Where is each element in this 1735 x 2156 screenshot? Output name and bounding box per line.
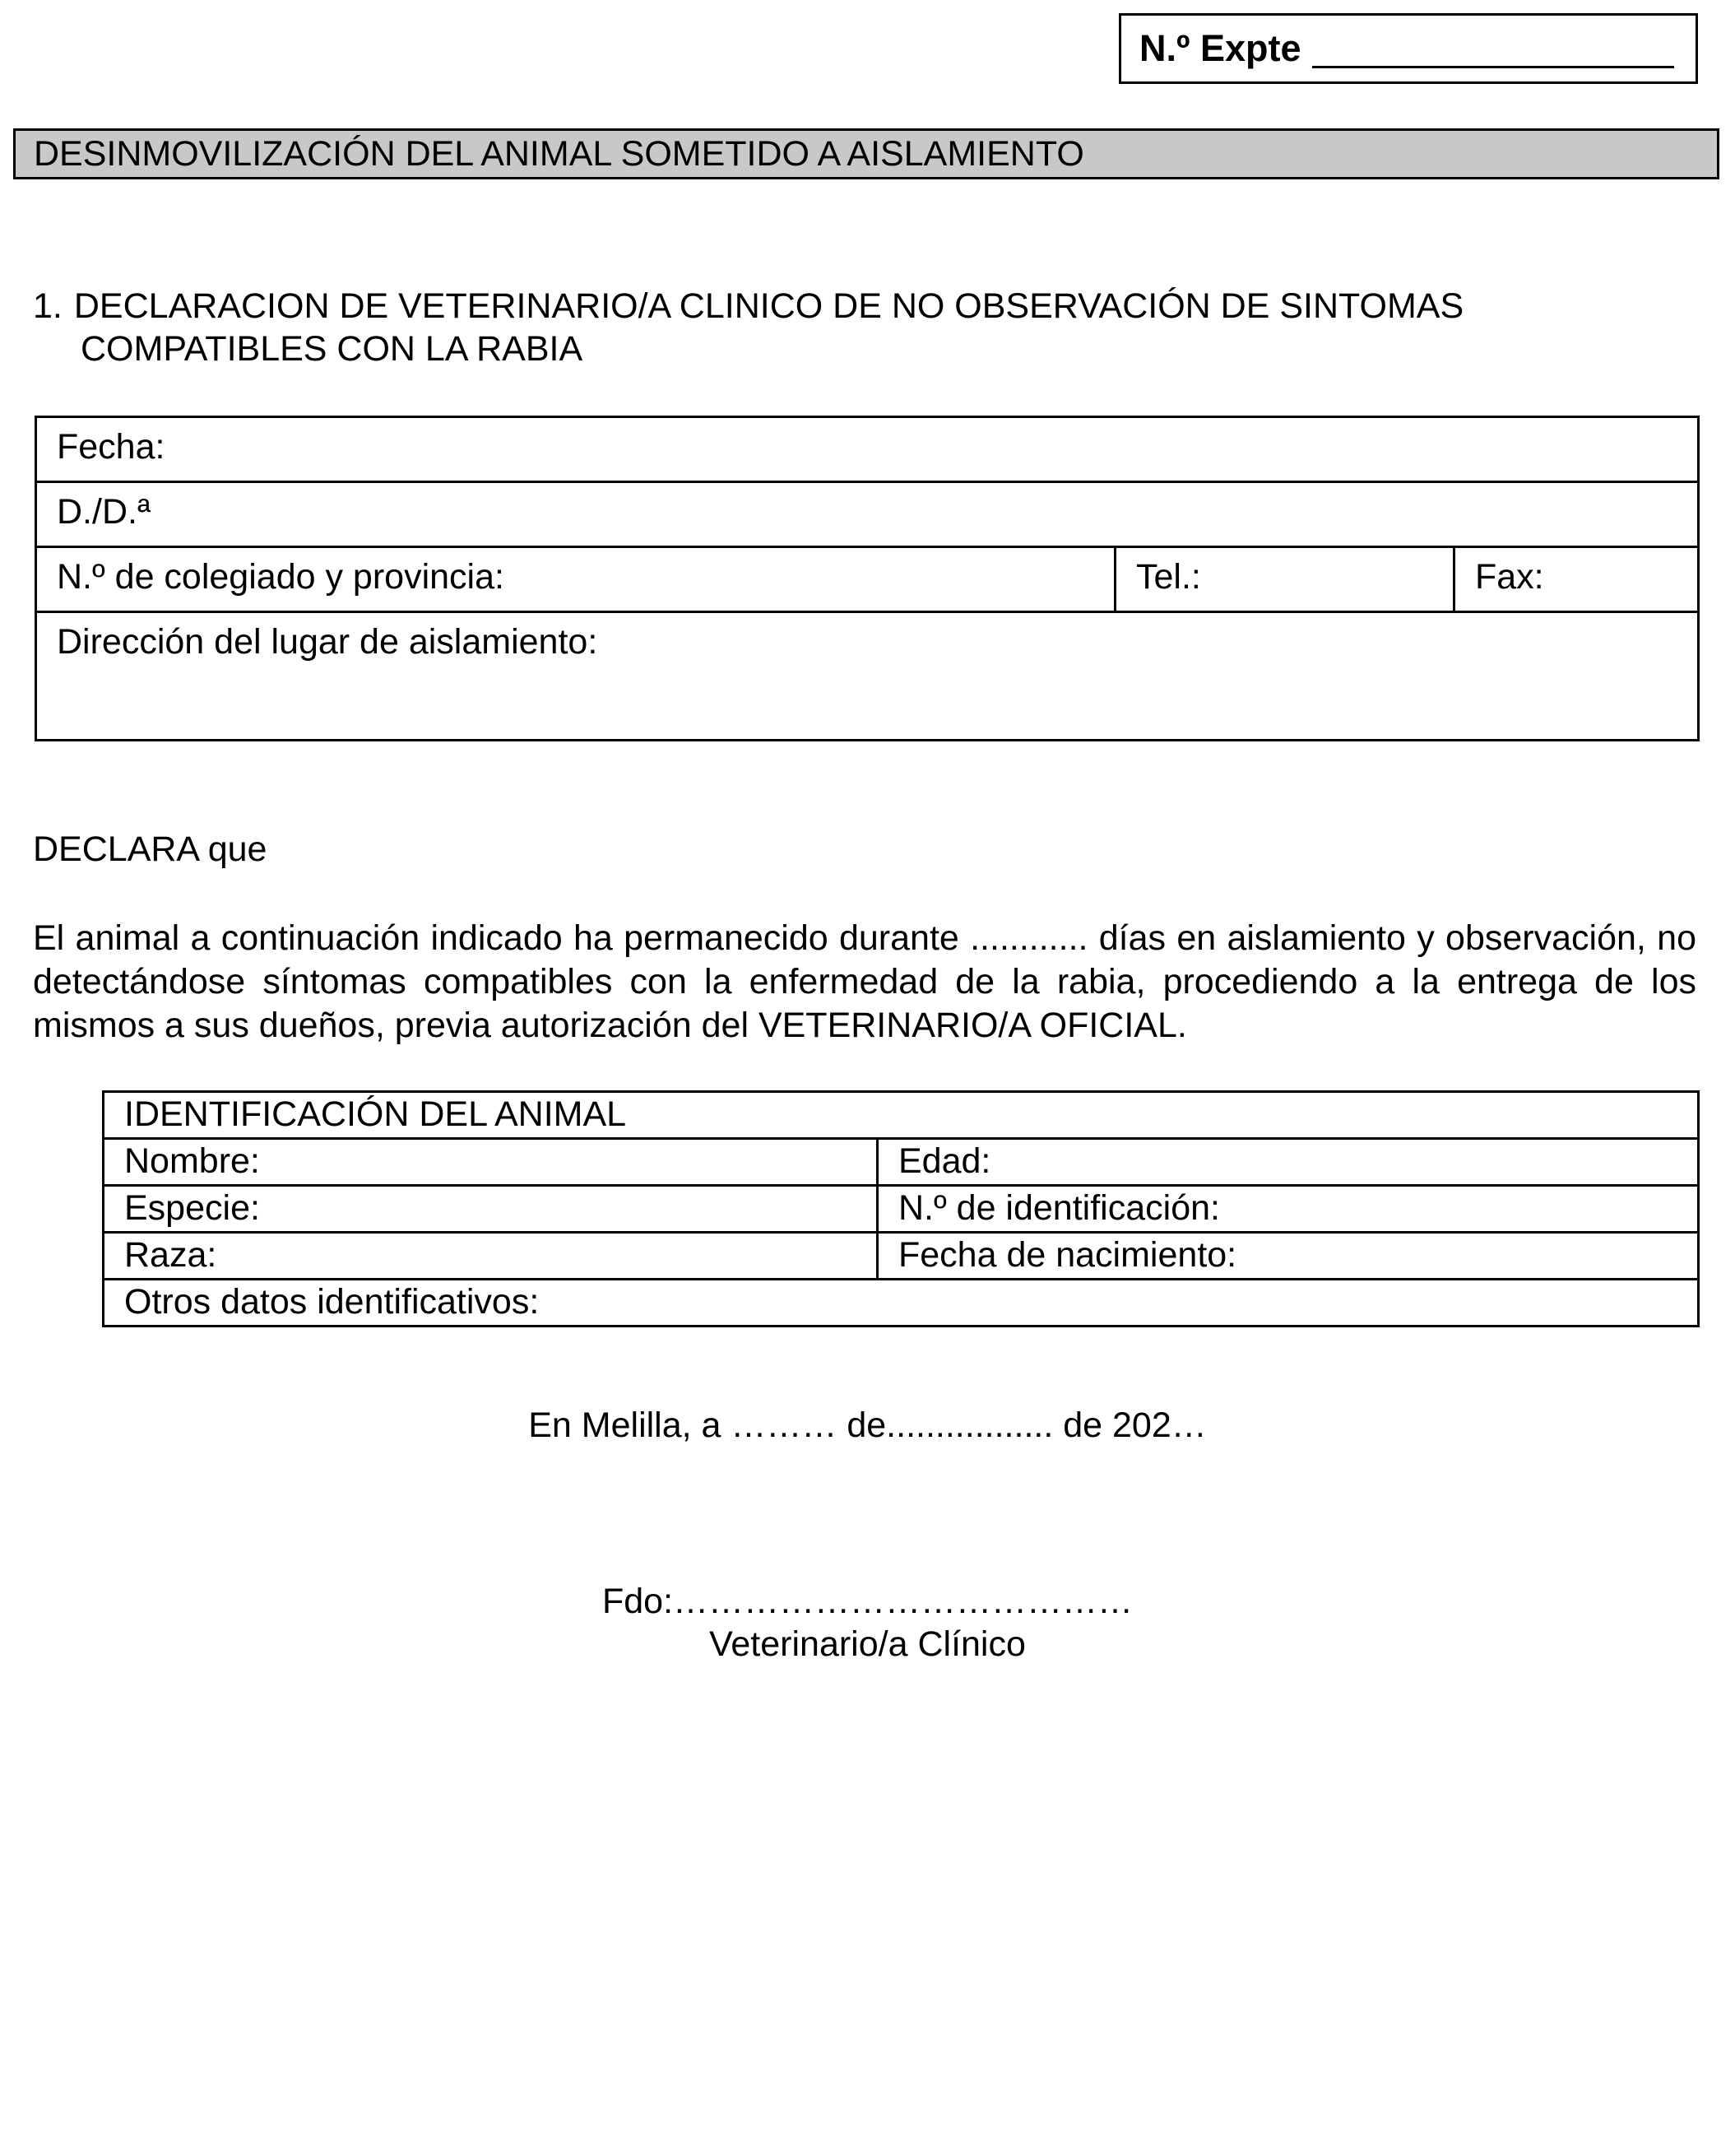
fecha-field[interactable]: Fecha: bbox=[36, 417, 1699, 482]
animal-species-field[interactable]: Especie: bbox=[104, 1186, 878, 1233]
form-title-banner: DESINMOVILIZACIÓN DEL ANIMAL SOMETIDO A AISLAMIENTO bbox=[13, 128, 1719, 179]
tel-field[interactable]: Tel.: bbox=[1116, 547, 1454, 612]
animal-birthdate-field[interactable]: Fecha de nacimiento: bbox=[878, 1233, 1699, 1280]
declaration-paragraph: El animal a continuación indicado ha permanecido durante ............ días en aislamiento y observación, no detectándose síntomas compatibles con la enfermedad de la rabia, procediendo a la entrega de los mismos a sus dueños, previa autorización del VETERINARIO/A OFICIAL. bbox=[33, 918, 1696, 1045]
animal-age-field[interactable]: Edad: bbox=[878, 1139, 1699, 1186]
expediente-box bbox=[1119, 13, 1698, 84]
animal-name-field[interactable]: Nombre: bbox=[104, 1139, 878, 1186]
section-title bbox=[33, 285, 1621, 370]
vet-name-field[interactable]: D./D.ª bbox=[36, 482, 1699, 547]
animal-table-header: IDENTIFICACIÓN DEL ANIMAL bbox=[104, 1092, 1699, 1139]
section-number: 1. bbox=[33, 286, 63, 326]
place-date-line: En Melilla, a ……… de................. de 202… bbox=[528, 1406, 1207, 1445]
section-title-text-2: COMPATIBLES CON LA RABIA bbox=[81, 329, 583, 369]
animal-identification-table bbox=[102, 1090, 1700, 1327]
section-title-line-1 bbox=[33, 285, 1621, 328]
animal-breed-field[interactable]: Raza: bbox=[104, 1233, 878, 1280]
expediente-input-line[interactable] bbox=[1312, 33, 1674, 68]
animal-id-number-field[interactable]: N.º de identificación: bbox=[878, 1186, 1699, 1233]
veterinarian-table bbox=[35, 416, 1700, 741]
signature-role: Veterinario/a Clínico bbox=[709, 1624, 1026, 1664]
section-title-text-1: DECLARACION DE VETERINARIO/A CLINICO DE NO OBSERVACIÓN DE SINTOMAS bbox=[73, 286, 1464, 326]
signature-block bbox=[0, 1580, 1735, 1666]
fax-field[interactable]: Fax: bbox=[1454, 547, 1699, 612]
declara-heading: DECLARA que bbox=[33, 829, 267, 869]
colegiado-field[interactable]: N.º de colegiado y provincia: bbox=[36, 547, 1116, 612]
animal-other-data-field[interactable]: Otros datos identificativos: bbox=[104, 1280, 1699, 1327]
signature-line: Fdo:………………………………… bbox=[601, 1582, 1134, 1621]
direccion-field[interactable]: Dirección del lugar de aislamiento: bbox=[36, 612, 1699, 741]
expediente-label: N.º Expte bbox=[1139, 27, 1301, 69]
